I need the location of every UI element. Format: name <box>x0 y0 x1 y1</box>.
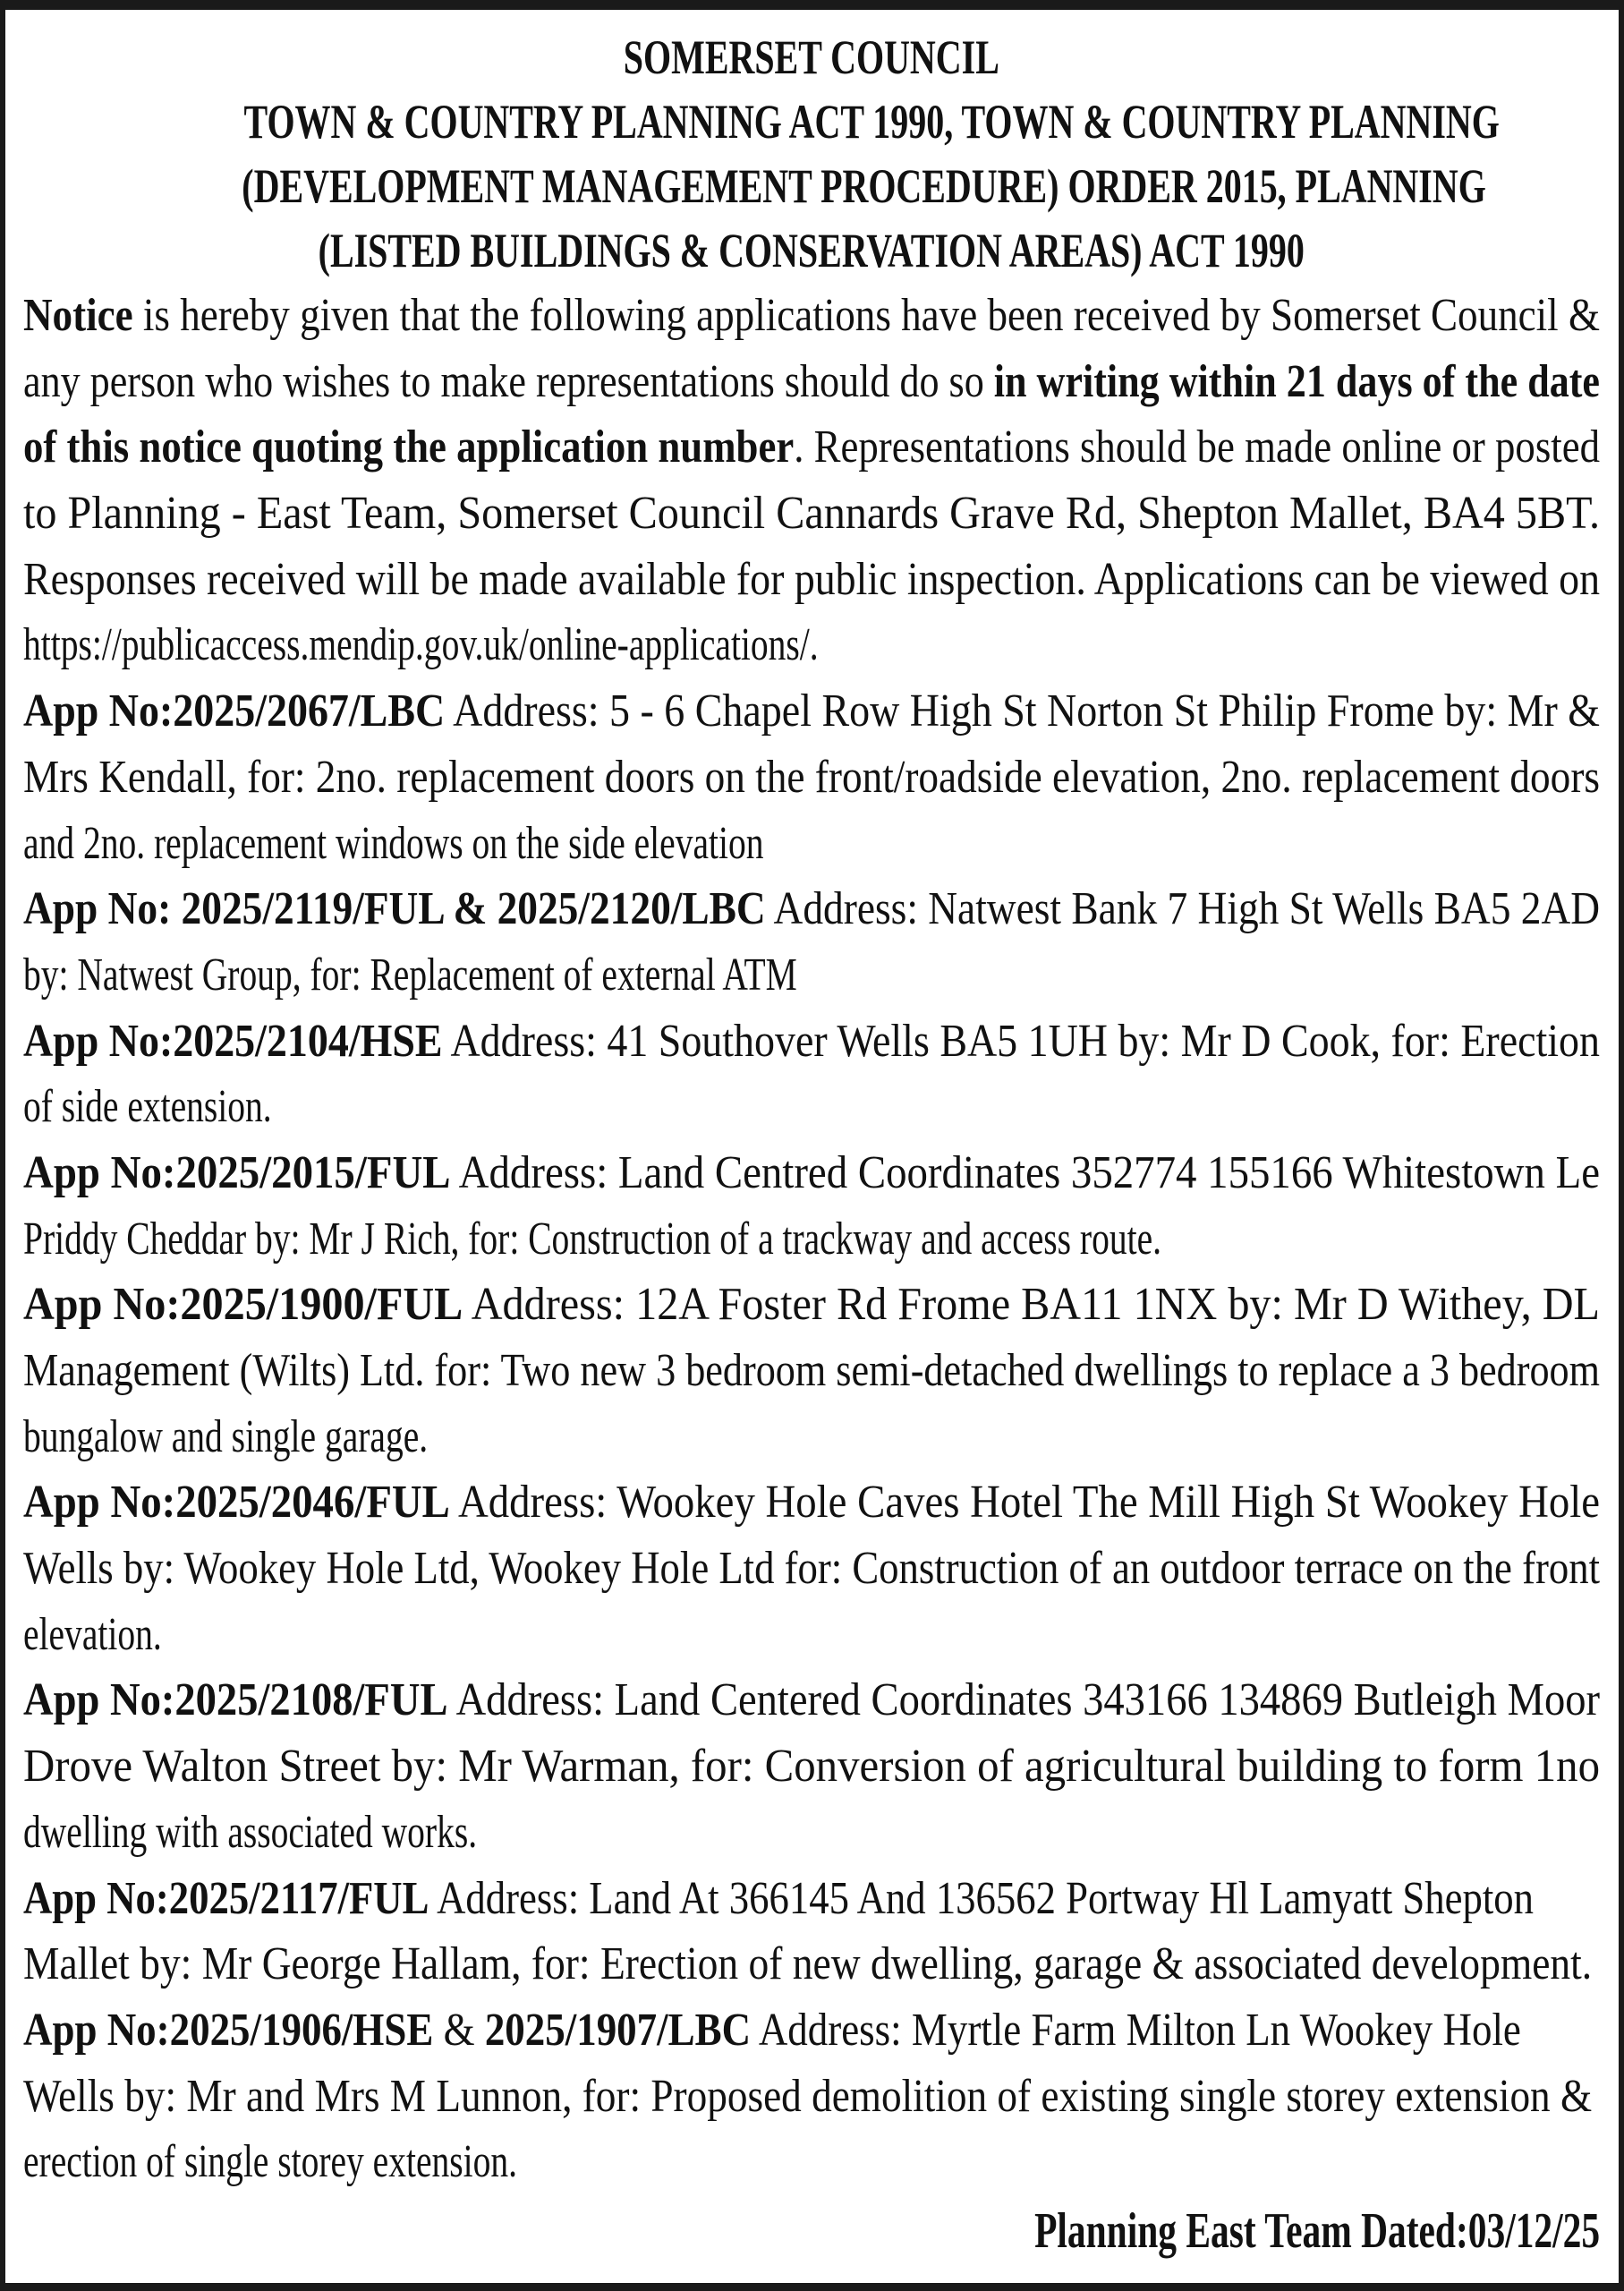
body-line <box>23 1997 1600 2064</box>
body-line <box>23 678 1600 745</box>
body-text: Wells by: Wookey Hole Ltd, Wookey Hole Ltd for: Construction of an outdoor terrace on the front <box>23 1543 1600 1595</box>
body-line <box>23 1272 1600 1338</box>
body-text: any person who wishes to make representations should do so <box>23 355 994 407</box>
body-line <box>23 811 1600 877</box>
body-text: Mrs Kendall, for: 2no. replacement doors on the front/roadside elevation, 2no. replacement doors <box>23 751 1600 803</box>
body-line <box>23 876 1600 942</box>
application-number: of this notice quoting the application number <box>23 422 795 473</box>
header-line: TOWN & COUNTRY PLANNING ACT 1990, TOWN & COUNTRY PLANNING <box>243 95 1500 149</box>
dated-signature: Planning East Team Dated:03/12/25 <box>1033 2202 1600 2259</box>
application-number: App No:2025/2015/FUL <box>23 1146 451 1198</box>
body-line <box>23 1074 1600 1140</box>
application-number: App No:2025/1900/FUL <box>23 1279 463 1331</box>
body-line <box>23 414 1600 481</box>
application-number: 2025/1907/LBC <box>484 2004 752 2056</box>
body-text: Address: Land Centred Coordinates 352774 155166 Whitestown Le <box>450 1146 1601 1198</box>
body-line <box>23 1866 1600 1932</box>
body-line <box>23 349 1600 415</box>
body-line <box>23 1536 1600 1602</box>
application-number: App No:2025/1906/HSE <box>23 2004 434 2056</box>
body-text: dwelling with associated works. <box>23 1806 478 1858</box>
body-text: Mallet by: Mr George Hallam, for: Erection of new dwelling, garage & associated development. <box>23 1938 1593 1990</box>
body-text: & <box>433 2004 485 2056</box>
notice-body <box>23 283 1600 2195</box>
body-text: erection of single storey extension. <box>23 2136 518 2188</box>
body-text: https://publicaccess.mendip.gov.uk/online-applications/. <box>23 619 819 671</box>
body-text: Responses received will be made available for public inspection. Applications can be viewed on <box>23 553 1600 605</box>
body-line <box>23 1009 1600 1075</box>
application-number: Notice <box>23 290 133 341</box>
body-text: . Representations should be made online or posted <box>794 422 1600 473</box>
body-text: to Planning - East Team, Somerset Council Cannards Grave Rd, Shepton Mallet, BA4 5BT. <box>23 488 1600 540</box>
body-line <box>23 1206 1600 1273</box>
body-text: and 2no. replacement windows on the side elevation <box>23 817 764 869</box>
body-line <box>23 1733 1600 1800</box>
body-text: bungalow and single garage. <box>23 1410 429 1462</box>
body-text: Address: 5 - 6 Chapel Row High St Norton St Philip Frome by: Mr & <box>445 686 1601 737</box>
body-line <box>23 942 1600 1009</box>
body-text: Address: Land Centered Coordinates 343166 134869 Butleigh Moor <box>447 1674 1600 1726</box>
body-text: Address: 41 Southover Wells BA5 1UH by: Mr D Cook, for: Erection <box>442 1015 1600 1067</box>
body-text: Drove Walton Street by: Mr Warman, for: Conversion of agricultural building to form 1no <box>23 1741 1600 1793</box>
body-text: Address: Natwest Bank 7 High St Wells BA5 2AD <box>765 883 1600 935</box>
body-line <box>23 1338 1600 1404</box>
body-line <box>23 1667 1600 1733</box>
header-line: (LISTED BUILDINGS & CONSERVATION AREAS) ACT 1990 <box>318 224 1305 277</box>
body-text: Priddy Cheddar by: Mr J Rich, for: Construction of a trackway and access route. <box>23 1213 1162 1265</box>
body-text: Address: 12A Foster Rd Frome BA11 1NX by: Mr D Withey, DL <box>463 1279 1600 1331</box>
application-number: in writing within 21 days of the date <box>993 355 1600 407</box>
application-number: App No:2025/2046/FUL <box>23 1477 450 1529</box>
body-line <box>23 481 1600 547</box>
body-text: Address: Wookey Hole Caves Hotel The Mill High St Wookey Hole <box>449 1477 1601 1529</box>
planning-notice <box>23 25 1600 2267</box>
body-text: by: Natwest Group, for: Replacement of external ATM <box>23 949 797 1001</box>
body-line <box>23 283 1600 349</box>
body-text: is hereby given that the following applications have been received by Somerset Council & <box>132 290 1600 341</box>
application-number: App No:2025/2117/FUL <box>23 1872 429 1924</box>
application-number: App No:2025/2067/LBC <box>23 686 446 737</box>
body-text: Wells by: Mr and Mrs M Lunnon, for: Proposed demolition of existing single storey extension & <box>23 2070 1593 2122</box>
application-number: App No:2025/2108/FUL <box>23 1674 448 1726</box>
body-line <box>23 2129 1600 2195</box>
body-text: Address: Myrtle Farm Milton Ln Wookey Hole <box>751 2004 1521 2056</box>
body-text: Address: Land At 366145 And 136562 Portway Hl Lamyatt Shepton <box>429 1872 1534 1924</box>
body-line <box>23 1469 1600 1536</box>
body-text: of side extension. <box>23 1081 272 1133</box>
body-line <box>23 1404 1600 1470</box>
body-line <box>23 1602 1600 1668</box>
body-text: Management (Wilts) Ltd. for: Two new 3 bedroom semi-detached dwellings to replace a 3 bedroom <box>23 1345 1600 1396</box>
body-line <box>23 1800 1600 1866</box>
body-line <box>23 1931 1600 1997</box>
body-line <box>23 745 1600 811</box>
body-line <box>23 2064 1600 2130</box>
notice-header <box>23 25 1600 283</box>
header-line: (DEVELOPMENT MANAGEMENT PROCEDURE) ORDER 2015, PLANNING <box>242 159 1486 213</box>
body-line <box>23 612 1600 678</box>
application-number: App No: 2025/2119/FUL & 2025/2120/LBC <box>23 883 766 935</box>
body-text: elevation. <box>23 1608 162 1660</box>
body-line <box>23 1140 1600 1206</box>
body-line <box>23 547 1600 613</box>
application-number: App No:2025/2104/HSE <box>23 1015 443 1067</box>
header-line: SOMERSET COUNCIL <box>623 30 1000 84</box>
